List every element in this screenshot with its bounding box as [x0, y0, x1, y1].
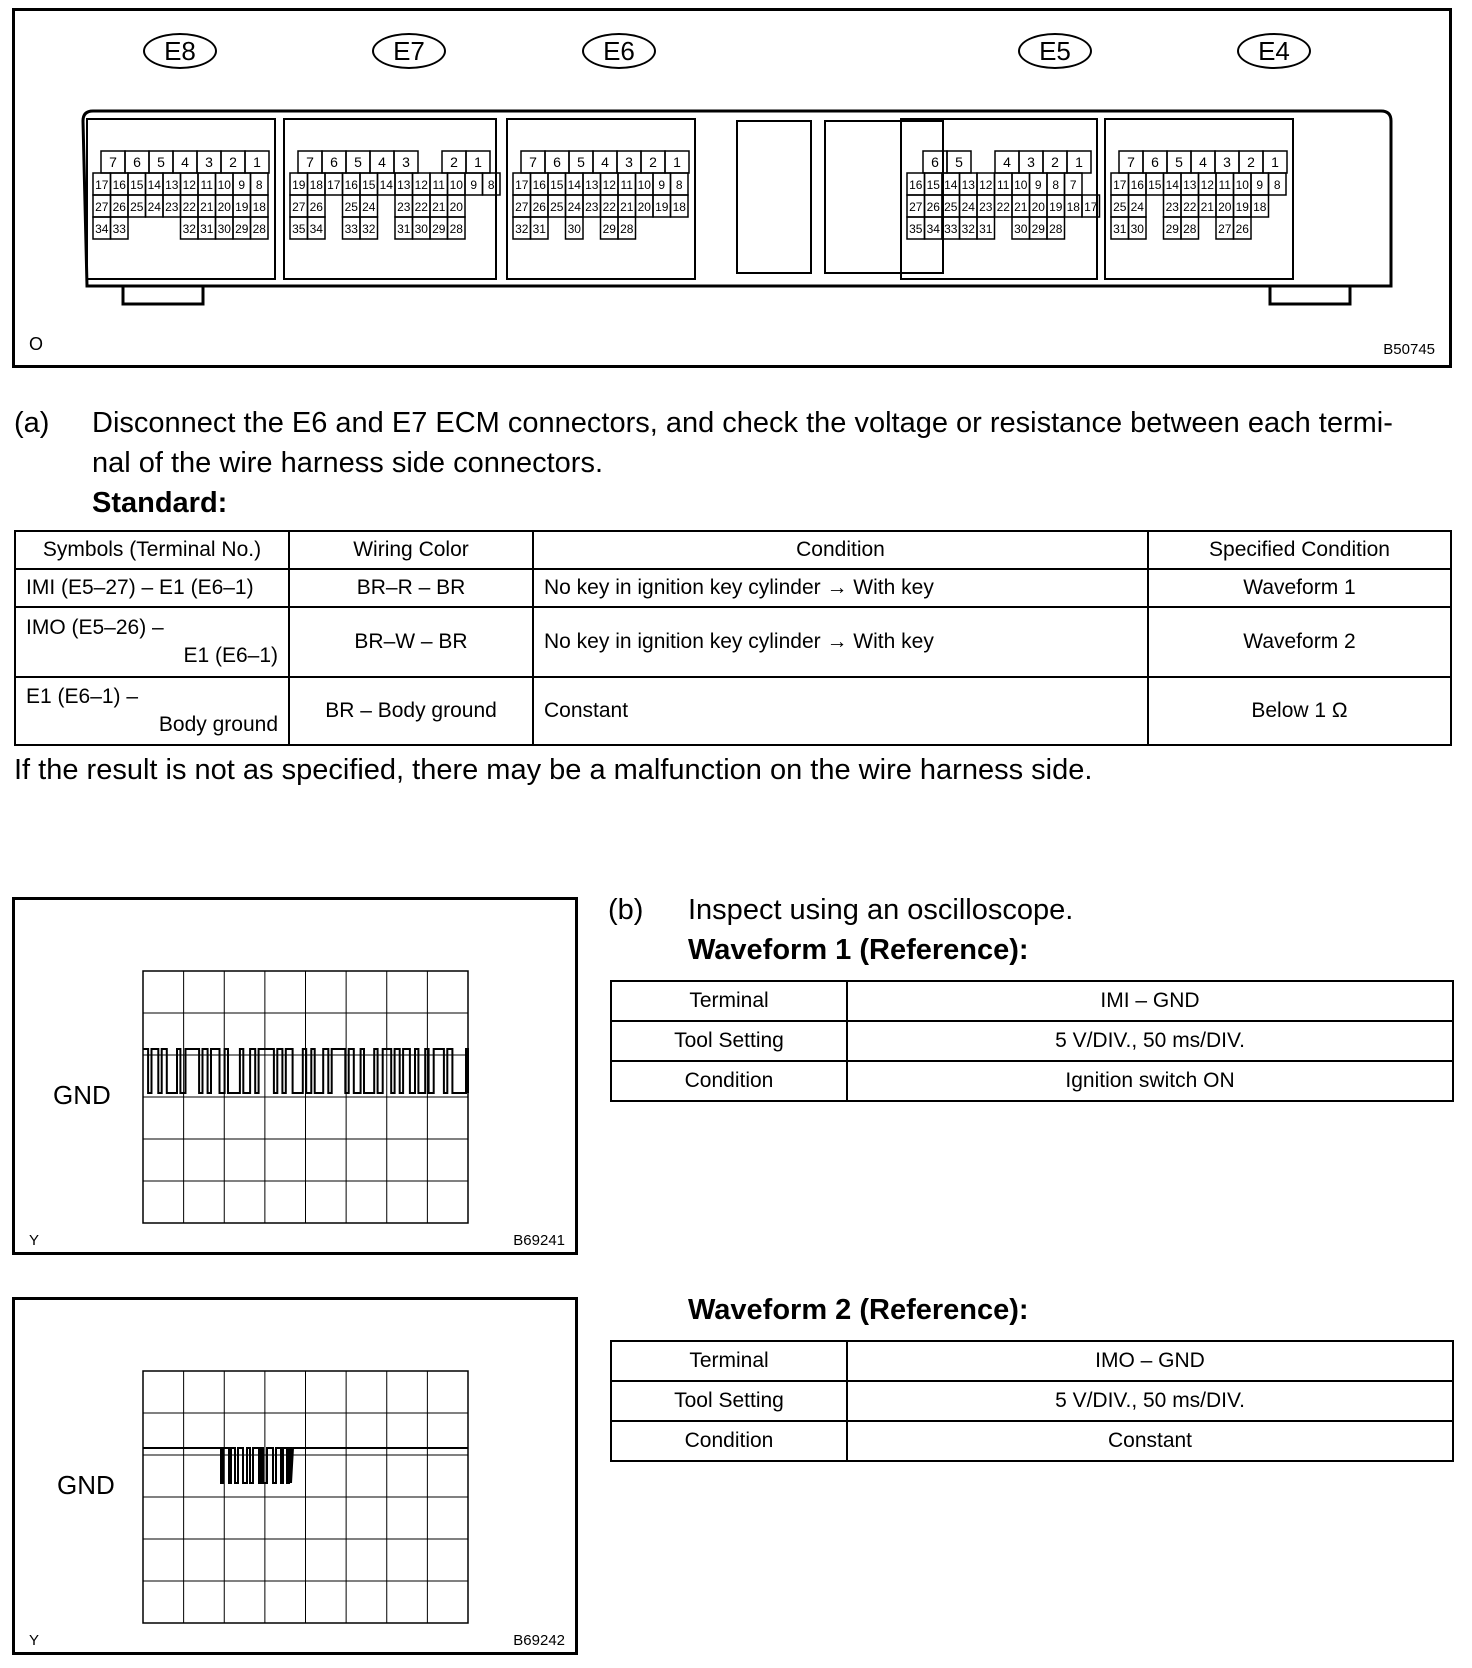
standard-label: Standard: — [92, 487, 228, 519]
pin-number: 5 — [955, 154, 963, 170]
scope-screen-2 — [15, 1300, 575, 1652]
pin-number: 18 — [1066, 200, 1080, 214]
figure-id: B69242 — [513, 1632, 565, 1649]
pin-number: 31 — [1113, 222, 1127, 236]
pin-number: 21 — [1014, 200, 1028, 214]
pin-number: 3 — [205, 154, 213, 170]
pin-number: 26 — [532, 200, 546, 214]
pin-number: 12 — [979, 178, 993, 192]
pin-number: 18 — [1253, 200, 1267, 214]
pin-number: 13 — [585, 178, 599, 192]
pin-number: 2 — [649, 154, 657, 170]
pin-number: 24 — [362, 200, 376, 214]
wiring-color-cell: BR–R – BR — [289, 569, 533, 607]
table-row — [15, 569, 1451, 607]
pin-number: 16 — [1130, 178, 1144, 192]
pin-number: 6 — [553, 154, 561, 170]
pin-number: 31 — [532, 222, 546, 236]
pin-number: 1 — [1075, 154, 1083, 170]
pin-number: 22 — [602, 200, 616, 214]
pin-number: 25 — [1113, 200, 1127, 214]
pin-number: 23 — [397, 200, 411, 214]
pin-number: 5 — [354, 154, 362, 170]
pin-number: 14 — [379, 178, 393, 192]
pin-number: 27 — [515, 200, 529, 214]
pin-number: 17 — [1113, 178, 1127, 192]
pin-number: 21 — [1200, 200, 1214, 214]
pin-number: 18 — [672, 200, 686, 214]
pin-number: 20 — [217, 200, 231, 214]
pin-number: 26 — [1235, 222, 1249, 236]
header-condition: Condition — [533, 531, 1148, 569]
pin-number: 1 — [253, 154, 261, 170]
pin-number: 5 — [577, 154, 585, 170]
pin-number: 15 — [130, 178, 144, 192]
pin-number: 17 — [95, 178, 109, 192]
pin-number: 19 — [1049, 200, 1063, 214]
pin-number: 1 — [474, 154, 482, 170]
pin-number: 24 — [1130, 200, 1144, 214]
pin-number: 29 — [235, 222, 249, 236]
pin-number: 24 — [961, 200, 975, 214]
pin-number: 7 — [1069, 178, 1077, 192]
pin-number: 8 — [255, 178, 263, 192]
pin-number: 20 — [449, 200, 463, 214]
figure-corner-code: Y — [29, 1632, 40, 1649]
pin-number: 11 — [620, 178, 633, 192]
pin-number: 10 — [1235, 178, 1249, 192]
pin-number: 13 — [1183, 178, 1197, 192]
table-row — [611, 1341, 1453, 1381]
header-wiring-color: Wiring Color — [289, 531, 533, 569]
pin-number: 30 — [567, 222, 581, 236]
pin-number: 31 — [979, 222, 993, 236]
pin-number: 21 — [432, 200, 446, 214]
pin-number: 16 — [532, 178, 546, 192]
table-row — [15, 677, 1451, 745]
value-cell: IMI – GND — [847, 981, 1453, 1021]
oscilloscope-figure-2 — [12, 1297, 578, 1655]
pin-number: 17 — [1084, 200, 1098, 214]
pin-number: 7 — [109, 154, 117, 170]
pin-number: 1 — [673, 154, 681, 170]
pin-number: 12 — [182, 178, 196, 192]
spec-cell: Waveform 1 — [1148, 569, 1451, 607]
pin-number: 15 — [1148, 178, 1162, 192]
pin-number: 25 — [550, 200, 564, 214]
label-cell: Terminal — [611, 981, 847, 1021]
pin-number: 2 — [450, 154, 458, 170]
pin-number: 24 — [147, 200, 161, 214]
pin-number: 4 — [1199, 154, 1207, 170]
pin-number: 14 — [147, 178, 161, 192]
pin-number: 33 — [944, 222, 958, 236]
pin-number: 19 — [1235, 200, 1249, 214]
pin-number: 12 — [414, 178, 428, 192]
pin-number: 16 — [344, 178, 358, 192]
pin-number: 32 — [961, 222, 975, 236]
pin-number: 2 — [1247, 154, 1255, 170]
pin-number: 9 — [1034, 178, 1042, 192]
waveform-2-title: Waveform 2 (Reference): — [688, 1294, 1029, 1326]
result-note: If the result is not as specified, there may be a malfunction on the wire harness side. — [14, 754, 1093, 786]
condition-cell: Constant — [533, 677, 1148, 745]
pin-number: 9 — [1256, 178, 1264, 192]
step-b-marker: (b) — [608, 894, 644, 926]
pin-number: 5 — [1175, 154, 1183, 170]
pin-number: 1 — [1271, 154, 1279, 170]
pin-number: 8 — [1052, 178, 1060, 192]
pin-number: 9 — [470, 178, 478, 192]
pin-number: 34 — [95, 222, 109, 236]
pin-number: 27 — [292, 200, 306, 214]
pin-number: 21 — [620, 200, 634, 214]
pin-number: 30 — [1014, 222, 1028, 236]
pin-number: 22 — [996, 200, 1010, 214]
pin-number: 6 — [133, 154, 141, 170]
waveform-2-table — [610, 1340, 1454, 1462]
pin-number: 25 — [344, 200, 358, 214]
pin-number: 8 — [1273, 178, 1281, 192]
figure-id: B69241 — [513, 1232, 565, 1249]
table-row — [15, 607, 1451, 677]
pin-number: 20 — [1218, 200, 1232, 214]
symbol-cell: IMI (E5–27) – E1 (E6–1) — [15, 569, 289, 607]
pin-number: 35 — [909, 222, 923, 236]
step-b-text: Inspect using an oscilloscope. — [688, 894, 1074, 926]
pin-number: 15 — [926, 178, 940, 192]
pin-number: 12 — [602, 178, 616, 192]
gnd-label: GND — [57, 1470, 115, 1500]
pin-number: 2 — [1051, 154, 1059, 170]
table-row — [611, 1061, 1453, 1101]
pin-number: 17 — [515, 178, 529, 192]
symbol-line-1: IMO (E5–26) – — [26, 616, 164, 639]
pin-number: 10 — [217, 178, 231, 192]
label-cell: Condition — [611, 1061, 847, 1101]
table-header-row — [15, 531, 1451, 569]
pin-number: 28 — [1049, 222, 1063, 236]
pin-number: 15 — [362, 178, 376, 192]
pin-number: 25 — [944, 200, 958, 214]
pin-number: 29 — [1031, 222, 1045, 236]
pin-number: 7 — [306, 154, 314, 170]
pin-number: 21 — [200, 200, 214, 214]
wiring-color-cell: BR – Body ground — [289, 677, 533, 745]
connector-label-e6: E6 — [582, 33, 656, 69]
pin-number: 20 — [637, 200, 651, 214]
step-a-marker: (a) — [14, 407, 50, 439]
pin-number: 27 — [909, 200, 923, 214]
pin-number: 5 — [157, 154, 165, 170]
condition-cell: No key in ignition key cylinder → With key — [533, 607, 1148, 677]
connector-figure — [12, 8, 1452, 368]
pin-number: 34 — [309, 222, 323, 236]
pin-number: 30 — [414, 222, 428, 236]
symbol-line-2: E1 (E6–1) — [183, 644, 278, 667]
pin-number: 35 — [292, 222, 306, 236]
pin-number: 3 — [1027, 154, 1035, 170]
label-cell: Condition — [611, 1421, 847, 1461]
pin-number: 22 — [182, 200, 196, 214]
waveform-1-title: Waveform 1 (Reference): — [688, 934, 1029, 966]
pin-number: 22 — [414, 200, 428, 214]
pin-number: 29 — [1165, 222, 1179, 236]
pin-number: 30 — [217, 222, 231, 236]
condition-cell: No key in ignition key cylinder → With key — [533, 569, 1148, 607]
pin-number: 22 — [1183, 200, 1197, 214]
oscilloscope-figure-1 — [12, 897, 578, 1255]
step-a-text-2: nal of the wire harness side connectors. — [92, 447, 603, 479]
pin-number: 11 — [432, 178, 445, 192]
connector-label-e7: E7 — [372, 33, 446, 69]
pin-number: 6 — [330, 154, 338, 170]
pin-number: 31 — [397, 222, 411, 236]
spec-cell: Below 1 Ω — [1148, 677, 1451, 745]
value-cell: 5 V/DIV., 50 ms/DIV. — [847, 1381, 1453, 1421]
step-a-text-1: Disconnect the E6 and E7 ECM connectors, and check the voltage or resistance between each termi- — [92, 407, 1393, 439]
pin-number: 24 — [567, 200, 581, 214]
pin-number: 9 — [238, 178, 246, 192]
standard-table — [14, 530, 1452, 746]
pin-number: 11 — [200, 178, 213, 192]
pin-number: 4 — [378, 154, 386, 170]
pin-number: 23 — [979, 200, 993, 214]
pin-number: 3 — [402, 154, 410, 170]
pin-number: 29 — [602, 222, 616, 236]
pin-number: 32 — [362, 222, 376, 236]
pin-number: 2 — [229, 154, 237, 170]
pin-number: 18 — [309, 178, 323, 192]
table-row — [611, 1021, 1453, 1061]
pin-number: 12 — [1200, 178, 1214, 192]
waveform-1-table — [610, 980, 1454, 1102]
pin-number: 27 — [95, 200, 109, 214]
figure-corner-code: O — [29, 334, 44, 354]
pin-number: 7 — [529, 154, 537, 170]
pin-number: 17 — [327, 178, 341, 192]
pin-number: 10 — [637, 178, 651, 192]
pin-number: 31 — [200, 222, 214, 236]
label-cell: Terminal — [611, 1341, 847, 1381]
value-cell: IMO – GND — [847, 1341, 1453, 1381]
pin-number: 8 — [487, 178, 495, 192]
pin-number: 10 — [449, 178, 463, 192]
pin-number: 34 — [926, 222, 940, 236]
pin-number: 4 — [181, 154, 189, 170]
pin-number: 8 — [675, 178, 683, 192]
pin-number: 15 — [550, 178, 564, 192]
pin-number: 4 — [601, 154, 609, 170]
pin-number: 27 — [1218, 222, 1232, 236]
pin-number: 23 — [1165, 200, 1179, 214]
pin-number: 26 — [926, 200, 940, 214]
connector-label-e5: E5 — [1018, 33, 1092, 69]
pin-number: 33 — [112, 222, 126, 236]
pin-number: 11 — [1218, 178, 1231, 192]
pin-number: 14 — [1165, 178, 1179, 192]
header-specified-condition: Specified Condition — [1148, 531, 1451, 569]
pin-number: 4 — [1003, 154, 1011, 170]
pin-number: 20 — [1031, 200, 1045, 214]
gnd-label: GND — [53, 1080, 111, 1110]
pin-number: 3 — [1223, 154, 1231, 170]
pin-number: 19 — [655, 200, 669, 214]
pin-number: 28 — [252, 222, 266, 236]
pin-number: 14 — [944, 178, 958, 192]
ecm-connector-body — [15, 11, 1449, 365]
symbol-cell — [15, 677, 289, 745]
connector-label-e4: E4 — [1237, 33, 1311, 69]
pin-number: 13 — [397, 178, 411, 192]
pin-number: 6 — [1151, 154, 1159, 170]
pin-number: 13 — [165, 178, 179, 192]
pin-number: 28 — [1183, 222, 1197, 236]
figure-id: B50745 — [1383, 341, 1435, 358]
pin-number: 7 — [1127, 154, 1135, 170]
table-row — [611, 981, 1453, 1021]
pin-number: 9 — [658, 178, 666, 192]
label-cell: Tool Setting — [611, 1021, 847, 1061]
table-row — [611, 1421, 1453, 1461]
pin-number: 3 — [625, 154, 633, 170]
pin-number: 14 — [567, 178, 581, 192]
pin-number: 26 — [112, 200, 126, 214]
pin-number: 32 — [515, 222, 529, 236]
header-symbols: Symbols (Terminal No.) — [15, 531, 289, 569]
pin-number: 28 — [449, 222, 463, 236]
pin-number: 11 — [997, 178, 1010, 192]
pin-number: 32 — [182, 222, 196, 236]
symbol-cell — [15, 607, 289, 677]
value-cell: Constant — [847, 1421, 1453, 1461]
pin-number: 16 — [112, 178, 126, 192]
waveform-trace — [143, 1049, 468, 1093]
pin-number: 19 — [292, 178, 306, 192]
pin-number: 26 — [309, 200, 323, 214]
wiring-color-cell: BR–W – BR — [289, 607, 533, 677]
value-cell: Ignition switch ON — [847, 1061, 1453, 1101]
pin-number: 23 — [585, 200, 599, 214]
pin-number: 16 — [909, 178, 923, 192]
pin-number: 19 — [235, 200, 249, 214]
symbol-line-1: E1 (E6–1) – — [26, 685, 139, 708]
pin-number: 28 — [620, 222, 634, 236]
figure-corner-code: Y — [29, 1232, 40, 1249]
pin-number: 18 — [252, 200, 266, 214]
pin-number: 6 — [931, 154, 939, 170]
pin-number: 30 — [1130, 222, 1144, 236]
pin-number: 33 — [344, 222, 358, 236]
pin-number: 13 — [961, 178, 975, 192]
spec-cell: Waveform 2 — [1148, 607, 1451, 677]
pin-number: 29 — [432, 222, 446, 236]
label-cell: Tool Setting — [611, 1381, 847, 1421]
pin-number: 23 — [165, 200, 179, 214]
value-cell: 5 V/DIV., 50 ms/DIV. — [847, 1021, 1453, 1061]
connector-label-e8: E8 — [143, 33, 217, 69]
symbol-line-2: Body ground — [158, 713, 278, 736]
table-row — [611, 1381, 1453, 1421]
pin-number: 10 — [1014, 178, 1028, 192]
scope-screen-1 — [15, 900, 575, 1252]
pin-number: 25 — [130, 200, 144, 214]
